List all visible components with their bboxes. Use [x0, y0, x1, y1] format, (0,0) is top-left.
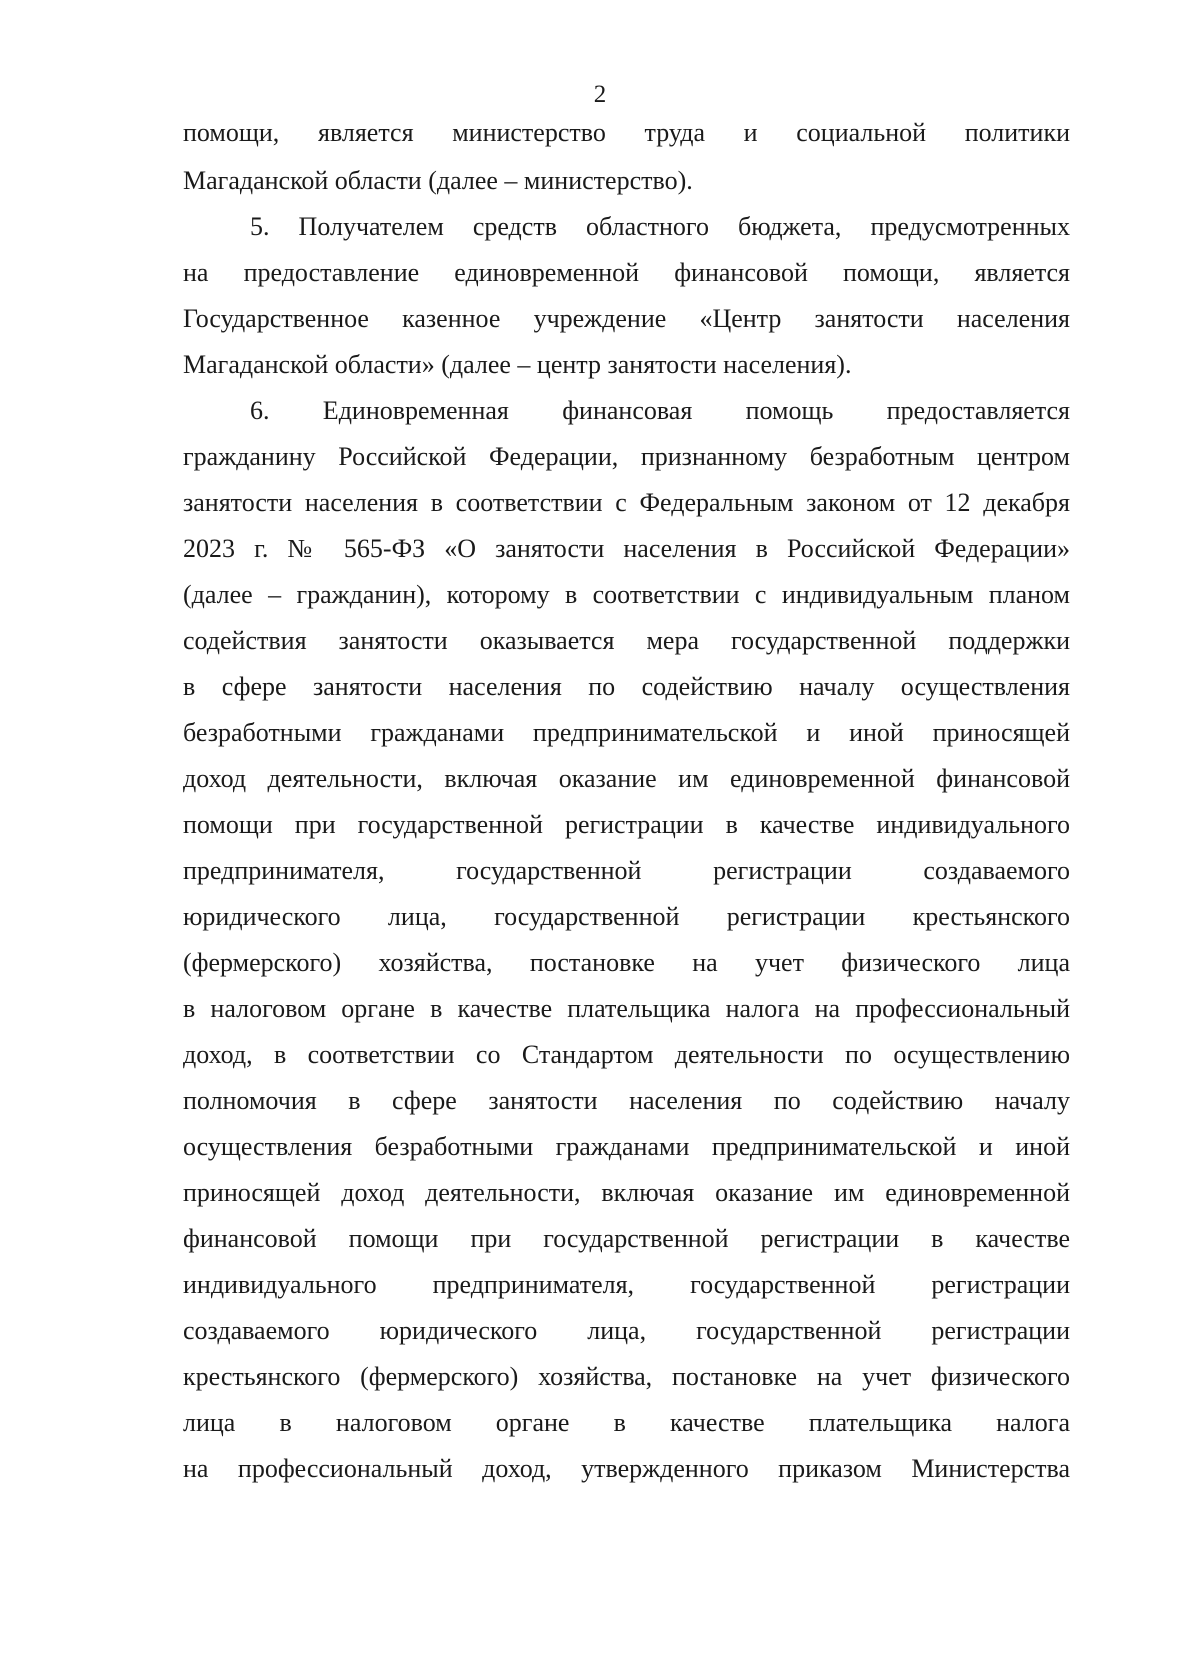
text-line: юридического лица, государственной регистрации крестьянского: [183, 902, 1070, 931]
text-line: 2023 г. № 565-ФЗ «О занятости населения в Российской Федерации»: [183, 534, 1070, 563]
text-line: предпринимателя, государственной регистрации создаваемого: [183, 856, 1070, 885]
text-line: помощи, является министерство труда и социальной политики: [183, 118, 1070, 147]
text-line: содействия занятости оказывается мера государственной поддержки: [183, 626, 1070, 655]
text-line: Магаданской области» (далее – центр занятости населения).: [183, 350, 852, 379]
text-line: индивидуального предпринимателя, государственной регистрации: [183, 1270, 1070, 1299]
page-number: 2: [593, 81, 607, 108]
text-line: полномочия в сфере занятости населения по содействию началу: [183, 1086, 1070, 1115]
text-line: в сфере занятости населения по содействию началу осуществления: [183, 672, 1070, 701]
text-line: финансовой помощи при государственной регистрации в качестве: [183, 1224, 1070, 1253]
text-line: приносящей доход деятельности, включая оказание им единовременной: [183, 1178, 1070, 1207]
text-line: доход деятельности, включая оказание им единовременной финансовой: [183, 764, 1070, 793]
text-line: создаваемого юридического лица, государственной регистрации: [183, 1316, 1070, 1345]
text-line: помощи при государственной регистрации в качестве индивидуального: [183, 810, 1070, 839]
text-line: Магаданской области (далее – министерство).: [183, 166, 693, 195]
text-line: (фермерского) хозяйства, постановке на учет физического лица: [183, 948, 1070, 977]
text-line: крестьянского (фермерского) хозяйства, постановке на учет физического: [183, 1362, 1070, 1391]
text-line: на профессиональный доход, утвержденного приказом Министерства: [183, 1454, 1070, 1483]
text-line: осуществления безработными гражданами предпринимательской и иной: [183, 1132, 1070, 1161]
paragraph-6-start: 6. Единовременная финансовая помощь предоставляется: [250, 396, 1070, 425]
text-line: доход, в соответствии со Стандартом деятельности по осуществлению: [183, 1040, 1070, 1069]
text-line: безработными гражданами предпринимательской и иной приносящей: [183, 718, 1070, 747]
text-line: гражданину Российской Федерации, признанному безработным центром: [183, 442, 1070, 471]
text-line: в налоговом органе в качестве плательщика налога на профессиональный: [183, 994, 1070, 1023]
text-line: на предоставление единовременной финансовой помощи, является: [183, 258, 1070, 287]
paragraph-5-start: 5. Получателем средств областного бюджета, предусмотренных: [250, 212, 1070, 241]
text-line: лица в налоговом органе в качестве плательщика налога: [183, 1408, 1070, 1437]
text-line: занятости населения в соответствии с Федеральным законом от 12 декабря: [183, 488, 1070, 517]
text-line: (далее – гражданин), которому в соответствии с индивидуальным планом: [183, 580, 1070, 609]
text-line: Государственное казенное учреждение «Центр занятости населения: [183, 304, 1070, 333]
